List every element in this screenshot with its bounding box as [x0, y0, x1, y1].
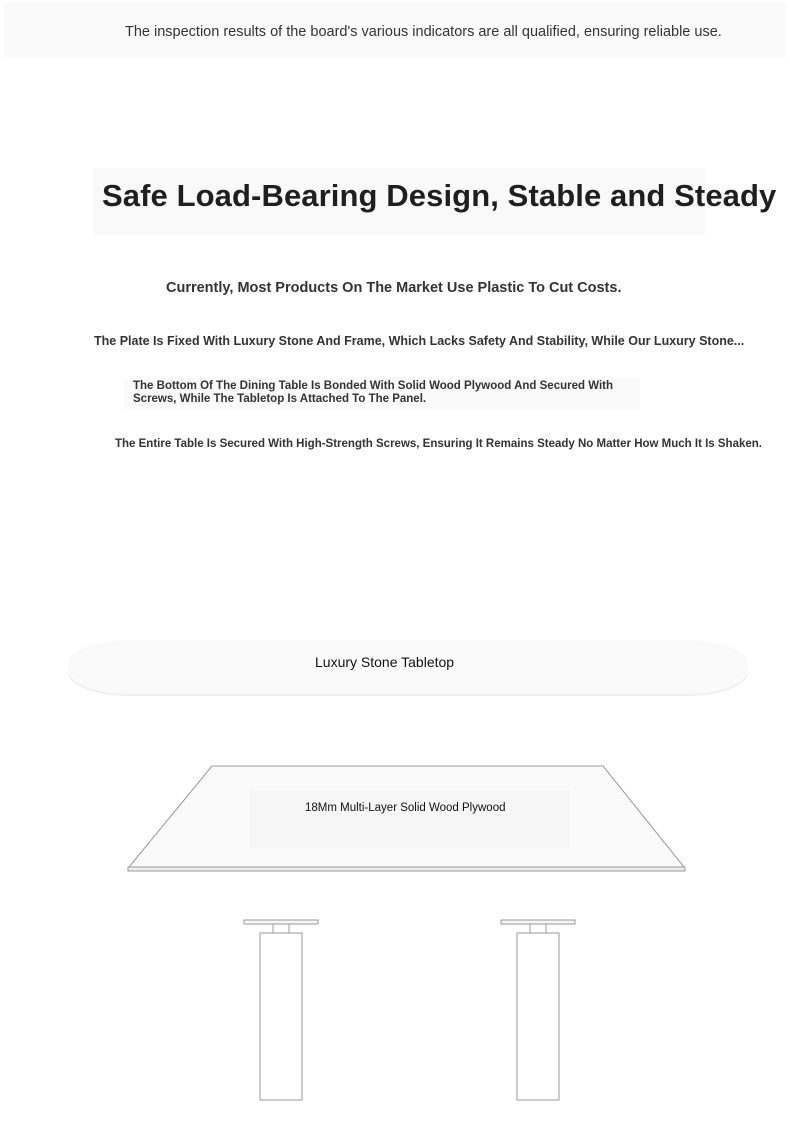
- description-line-2: The Plate Is Fixed With Luxury Stone And Frame, Which Lacks Safety And Stability, While Our Luxury Stone...: [94, 334, 745, 348]
- tabletop-label: Luxury Stone Tabletop: [315, 654, 455, 670]
- description-line-3: The Bottom Of The Dining Table Is Bonded With Solid Wood Plywood And Secured With Screws, While The Tabletop Is Attached To The Panel.: [133, 380, 614, 405]
- description-line-1: Currently, Most Products On The Market Use Plastic To Cut Costs.: [166, 280, 622, 296]
- description-line-4: The Entire Table Is Secured With High-Strength Screws, Ensuring It Remains Steady No Matter How Much It Is Shaken.: [115, 438, 762, 450]
- inspection-note: The inspection results of the board's various indicators are all qualified, ensuring reliable use.: [125, 24, 722, 40]
- left-leg-illustration: [244, 920, 318, 1100]
- plywood-panel-illustration: [128, 766, 685, 871]
- page-title: Safe Load-Bearing Design, Stable and Steady: [102, 178, 777, 213]
- right-leg-illustration: [501, 920, 575, 1100]
- plywood-label: 18Mm Multi-Layer Solid Wood Plywood: [305, 802, 506, 814]
